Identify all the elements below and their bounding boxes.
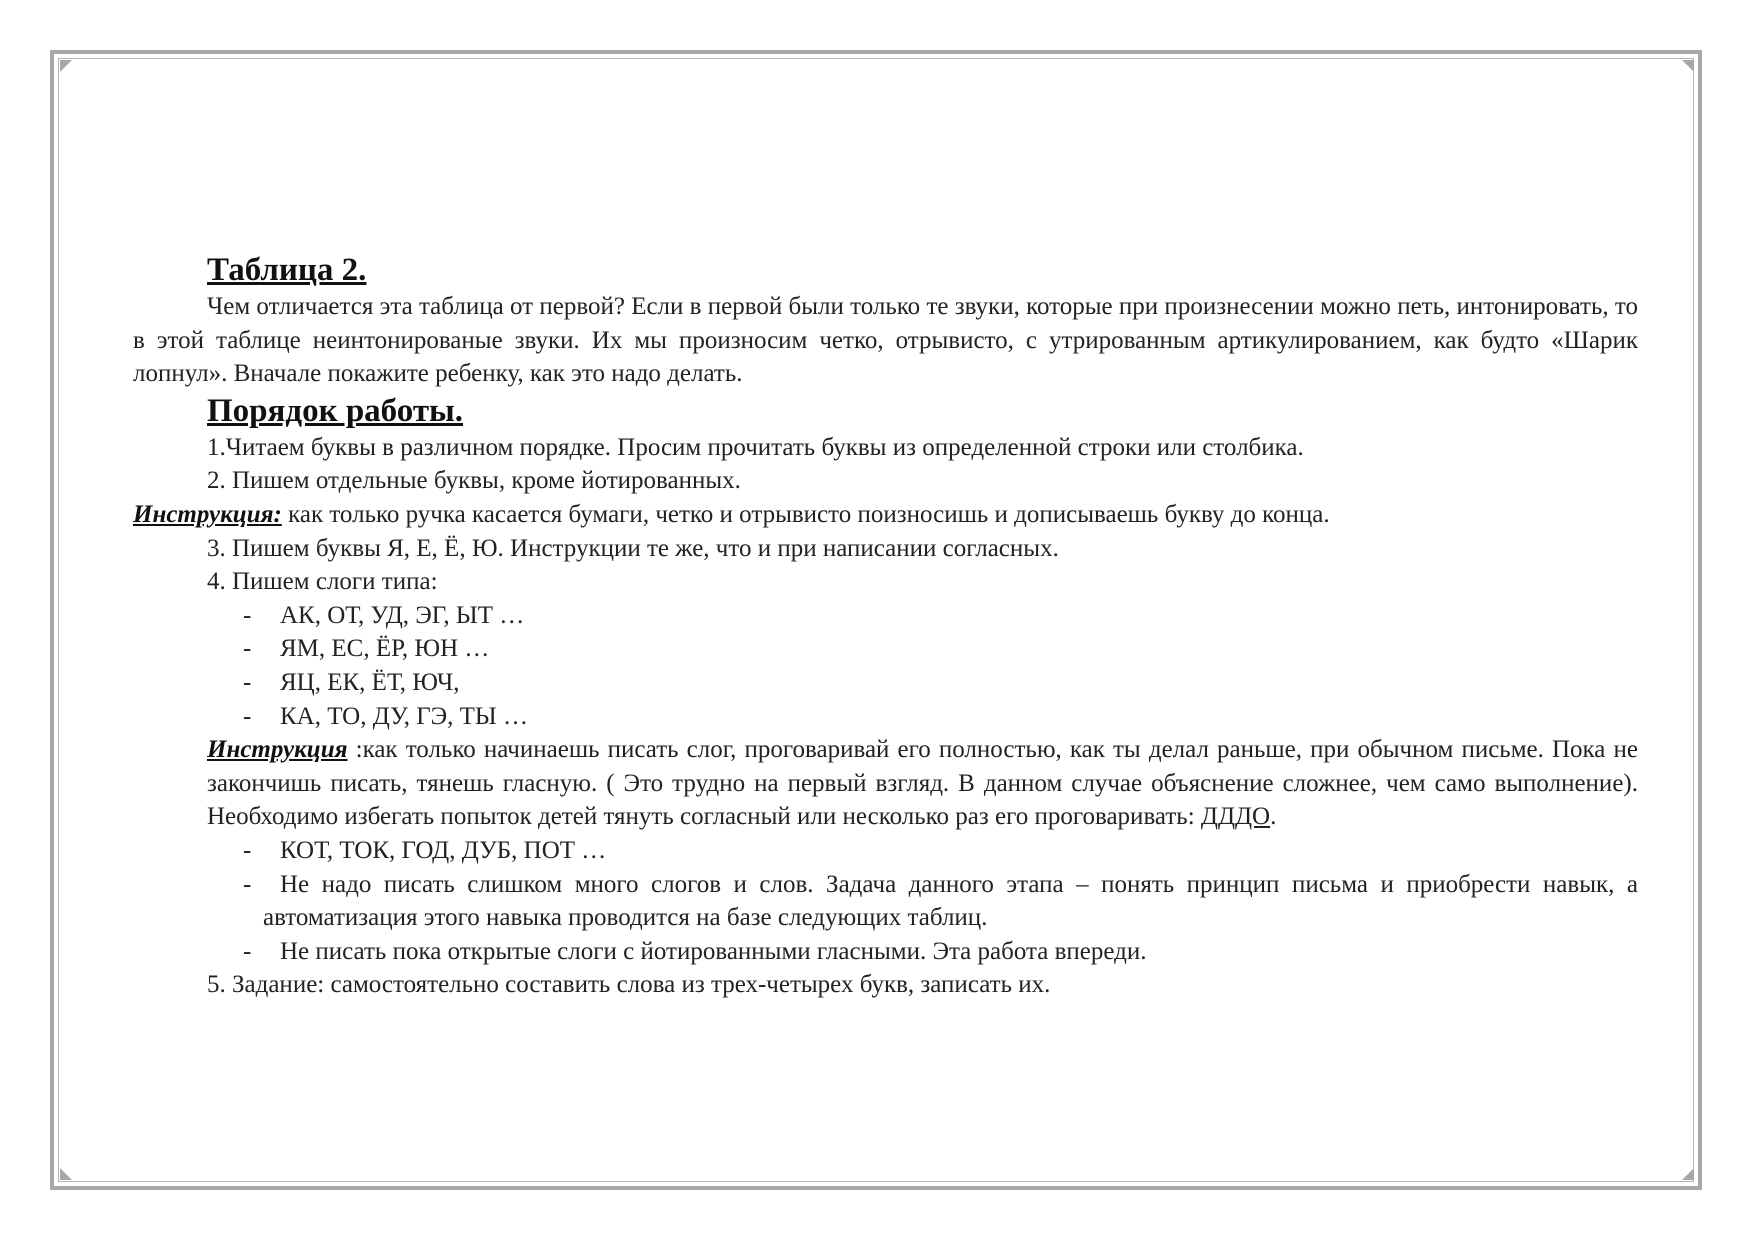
- list-item: - КОТ, ТОК, ГОД, ДУБ, ПОТ …: [133, 834, 1638, 868]
- step-1: 1.Читаем буквы в различном порядке. Просим прочитать буквы из определенной строки или столбика.: [207, 433, 1304, 461]
- step-3: 3. Пишем буквы Я, Е, Ё, Ю. Инструкции те же, что и при написании согласных.: [207, 534, 1059, 562]
- corner-ornament-top-right: [1682, 60, 1694, 72]
- ddd-example: ДДДО: [1200, 803, 1271, 831]
- instruction-1-label: Инструкция:: [133, 500, 282, 528]
- corner-ornament-bottom-right: [1682, 1168, 1694, 1180]
- list-item: - АК, ОТ, УД, ЭГ, ЫТ …: [133, 599, 1638, 633]
- document-body: [133, 250, 1638, 1002]
- bullet-dash: -: [243, 668, 252, 696]
- step-4: 4. Пишем слоги типа:: [207, 568, 438, 596]
- syllable-list: [133, 599, 1638, 733]
- step-2: 2. Пишем отдельные буквы, кроме йотированных.: [207, 467, 741, 495]
- list-item: - Не надо писать слишком много слогов и слов. Задача данного этапа – понять принцип письма и приобрести навык, а автоматизация этого навыка проводится на базе следующих таблиц.: [133, 868, 1638, 935]
- list-item: - ЯЦ, ЕК, ЁТ, ЮЧ,: [133, 666, 1638, 700]
- bullet-dash: -: [243, 702, 252, 730]
- list-item: - ЯМ, ЕС, ЁР, ЮН …: [133, 632, 1638, 666]
- step-5: 5. Задание: самостоятельно составить слова из трех-четырех букв, записать их.: [207, 971, 1051, 999]
- instruction-1-text: как только ручка касается бумаги, четко и отрывисто поизносишь и дописываешь букву до конца.: [281, 500, 1330, 528]
- instruction-2-label: Инструкция: [207, 736, 348, 764]
- notes-list: [133, 834, 1638, 968]
- intro-paragraph: Чем отличается эта таблица от первой? Если в первой были только те звуки, которые при произнесении можно петь, интонировать, то в этой таблице неинтонированые звуки. Их мы произносим четко, отрывисто, с утрированным артикулированием, как будто «Шарик лопнул». Вначале покажите ребенку, как это надо делать.: [133, 293, 1638, 388]
- bullet-dash: -: [243, 937, 252, 965]
- bullet-dash: -: [243, 635, 252, 663]
- bullet-dash: -: [243, 836, 252, 864]
- bullet-dash: -: [243, 870, 252, 898]
- instruction-2: Инструкция :как только начинаешь писать слог, проговаривай его полностью, как ты делал раньше, при обычном письме. Пока не закончишь писать, тянешь гласную. ( Это трудно на первый взгляд. В данном случае объяснение сложнее, чем само выполнение). Необходимо избегать попыток детей тянуть согласный или несколько раз его проговаривать: ДДДО.: [207, 736, 1638, 831]
- list-item: - КА, ТО, ДУ, ГЭ, ТЫ …: [133, 700, 1638, 734]
- order-heading: Порядок работы.: [207, 392, 464, 429]
- bullet-dash: -: [243, 601, 252, 629]
- page-title: Таблица 2.: [207, 252, 367, 288]
- corner-ornament-top-left: [60, 60, 72, 72]
- corner-ornament-bottom-left: [60, 1168, 72, 1180]
- instruction-1: [133, 498, 1638, 532]
- list-item: - Не писать пока открытые слоги с йотированными гласными. Эта работа впереди.: [133, 935, 1638, 969]
